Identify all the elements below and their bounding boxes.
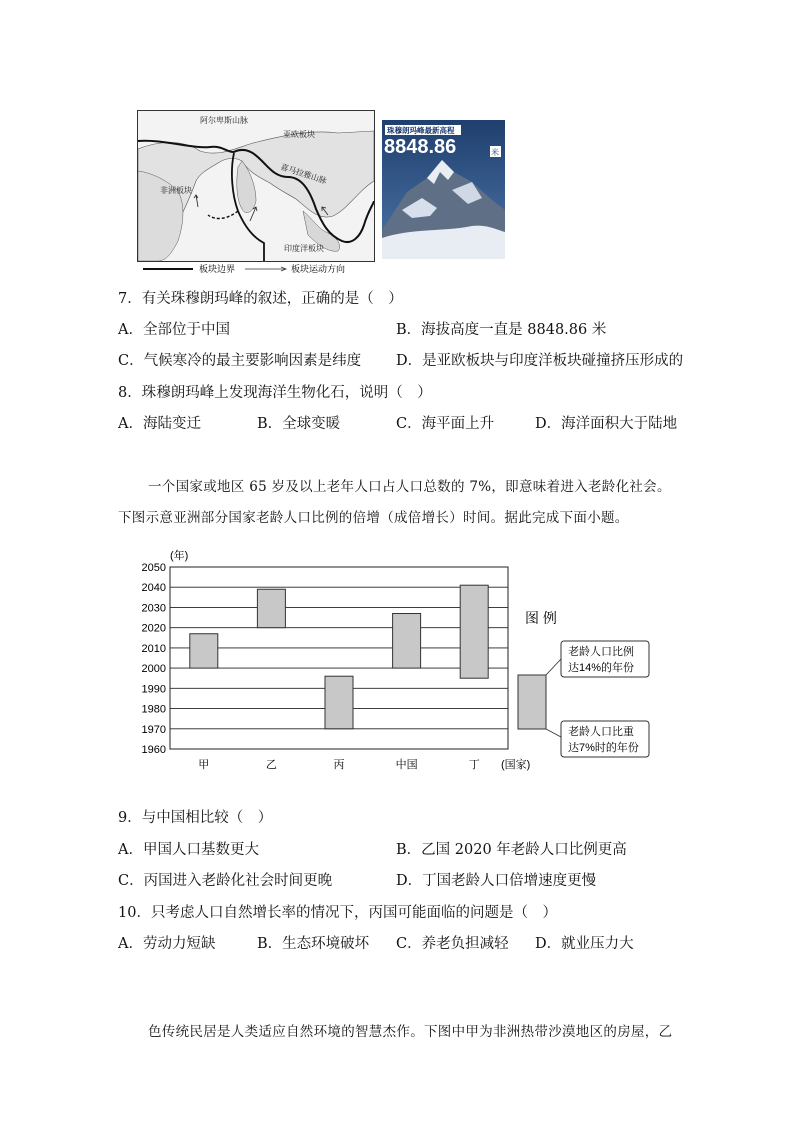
q8-stem: 8．珠穆朗玛峰上发现海洋生物化石，说明（ ） bbox=[118, 385, 432, 401]
photo-unit: 米 bbox=[491, 148, 499, 157]
intro2-line1: 色传统民居是人类适应自然环境的智慧杰作。下图中甲为非洲热带沙漠地区的房屋，乙 bbox=[148, 1024, 673, 1040]
intro1-line2: 下图示意亚洲部分国家老龄人口比例的倍增（成倍增长）时间。据此完成下面小题。 bbox=[118, 510, 629, 526]
q7-option-a[interactable]: A．全部位于中国 bbox=[118, 322, 230, 338]
legend-top-line1: 老龄人口比例 bbox=[568, 646, 634, 658]
plate-map bbox=[138, 111, 374, 261]
chart-legend-title: 图 例 bbox=[525, 610, 557, 626]
intro1-line1: 一个国家或地区 65 岁及以上老年人口占人口总数的 7%，即意味着进入老龄化社会。 bbox=[148, 479, 671, 495]
bar-0 bbox=[190, 634, 218, 668]
legend-bottom-line1: 老龄人口比重 bbox=[568, 726, 634, 738]
legend-motion-label: 板块运动方向 bbox=[291, 265, 346, 275]
q8-option-b[interactable]: B．全球变暖 bbox=[257, 416, 341, 432]
q10-option-b[interactable]: B．生态环境破坏 bbox=[257, 936, 370, 952]
map-label-indian-plate: 印度洋板块 bbox=[284, 244, 324, 253]
q10-stem: 10．只考虑人口自然增长率的情况下，丙国可能面临的问题是（ ） bbox=[118, 905, 557, 921]
legend-boundary-label: 板块边界 bbox=[199, 265, 236, 275]
aging-chart bbox=[120, 547, 680, 772]
q8-option-a[interactable]: A．海陆变迁 bbox=[118, 416, 201, 432]
legend-bottom-leader bbox=[546, 729, 561, 737]
map-legend bbox=[141, 262, 381, 276]
chart-xlabel: (国家) bbox=[501, 759, 531, 771]
aging-chart-svg bbox=[120, 547, 680, 772]
map-label-eurasian-plate: 亚欧板块 bbox=[283, 130, 315, 139]
map-label-alps: 阿尔卑斯山脉 bbox=[200, 116, 248, 125]
bar-4 bbox=[460, 585, 488, 678]
y-tick-label: 2000 bbox=[141, 663, 166, 676]
map-label-himalaya: 喜马拉雅山脉 bbox=[279, 162, 328, 186]
q10-option-c[interactable]: C．养老负担减轻 bbox=[396, 936, 509, 952]
category-label-3: 中国 bbox=[395, 759, 418, 771]
photo-height-number: 8848.86 bbox=[384, 136, 457, 158]
q9-option-d[interactable]: D．丁国老龄人口倍增速度更慢 bbox=[396, 873, 597, 889]
legend-bottom-line2: 达7%时的年份 bbox=[568, 742, 639, 754]
q8-option-d[interactable]: D．海洋面积大于陆地 bbox=[535, 416, 678, 432]
everest-photo bbox=[382, 120, 505, 259]
q9-option-b[interactable]: B．乙国 2020 年老龄人口比例更高 bbox=[396, 842, 627, 858]
category-label-0: 甲 bbox=[198, 759, 210, 771]
y-tick-label: 1990 bbox=[141, 683, 166, 696]
y-tick-label: 2040 bbox=[141, 582, 166, 595]
category-label-1: 乙 bbox=[265, 759, 277, 771]
bar-2 bbox=[325, 676, 353, 729]
legend-sample-bar bbox=[518, 675, 546, 729]
q10-option-a[interactable]: A．劳动力短缺 bbox=[118, 936, 216, 952]
photo-banner: 珠穆朗玛峰最新高程 bbox=[387, 126, 455, 135]
y-tick-label: 1960 bbox=[141, 744, 166, 756]
category-label-4: 丁 bbox=[468, 759, 480, 771]
legend-top-line2: 达14%的年份 bbox=[568, 662, 635, 674]
q7-option-d[interactable]: D．是亚欧板块与印度洋板块碰撞挤压形成的 bbox=[396, 353, 684, 369]
y-tick-label: 1980 bbox=[141, 703, 166, 716]
bar-3 bbox=[393, 614, 421, 669]
q7-stem: 7．有关珠穆朗玛峰的叙述，正确的是（ ） bbox=[118, 291, 403, 307]
y-tick-label: 2010 bbox=[141, 642, 166, 655]
q9-option-c[interactable]: C．丙国进入老龄化社会时间更晚 bbox=[118, 873, 333, 889]
legend-top-leader bbox=[546, 659, 561, 675]
y-tick-label: 2030 bbox=[141, 602, 166, 615]
map-label-african-plate: 非洲板块 bbox=[160, 186, 192, 195]
q8-option-c[interactable]: C．海平面上升 bbox=[396, 416, 495, 432]
chart-ylabel: (年) bbox=[170, 550, 189, 562]
q7-option-b[interactable]: B．海拔高度一直是 8848.86 米 bbox=[396, 322, 607, 338]
everest-photo-graphic bbox=[382, 120, 505, 259]
q7-option-c[interactable]: C．气候寒冷的最主要影响因素是纬度 bbox=[118, 353, 362, 369]
bar-1 bbox=[257, 589, 285, 627]
category-label-2: 丙 bbox=[333, 759, 345, 771]
map-legend-graphic bbox=[141, 262, 381, 276]
y-tick-label: 1970 bbox=[141, 723, 166, 736]
q9-option-a[interactable]: A．甲国人口基数更大 bbox=[118, 842, 259, 858]
q9-stem: 9．与中国相比较（ ） bbox=[118, 810, 273, 826]
y-tick-label: 2050 bbox=[141, 562, 166, 574]
y-tick-label: 2020 bbox=[141, 622, 166, 635]
q10-option-d[interactable]: D．就业压力大 bbox=[535, 936, 634, 952]
plate-map-figure bbox=[137, 110, 375, 262]
